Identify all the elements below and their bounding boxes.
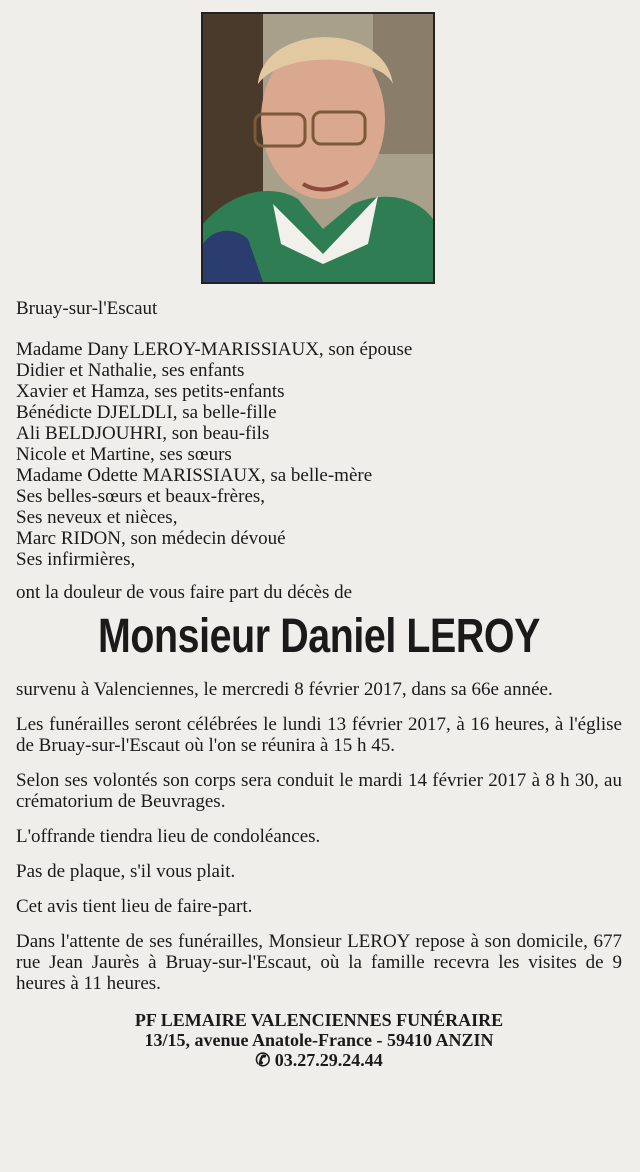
funeral-home-address: 13/15, avenue Anatole-France - 59410 ANZIN bbox=[144, 1030, 494, 1050]
family-member: Didier et Nathalie, ses enfants bbox=[16, 360, 245, 381]
family-member: Bénédicte DJELDLI, sa belle-fille bbox=[16, 402, 277, 423]
family-list bbox=[16, 339, 622, 570]
paragraph-visits: Dans l'attente de ses funérailles, Monsieur LEROY repose à son domicile, 677 rue Jean Jaurès à Bruay-sur-l'Escaut, où la famille recevra les visites de 9 heures à 11 heures. bbox=[16, 931, 622, 994]
deceased-name: Monsieur Daniel LEROY bbox=[98, 610, 540, 663]
paragraph-condolences: L'offrande tiendra lieu de condoléances. bbox=[16, 826, 321, 847]
family-member: Madame Odette MARISSIAUX, sa belle-mère bbox=[16, 465, 373, 486]
family-member: Ali BELDJOUHRI, son beau-fils bbox=[16, 423, 270, 444]
paragraph-plaque: Pas de plaque, s'il vous plait. bbox=[16, 861, 236, 882]
funeral-home-phone: ✆ 03.27.29.24.44 bbox=[255, 1050, 383, 1070]
family-member: Ses belles-sœurs et beaux-frères, bbox=[16, 486, 266, 507]
family-member: Ses neveux et nièces, bbox=[16, 507, 178, 528]
family-member: Ses infirmières, bbox=[16, 549, 136, 570]
portrait-illustration bbox=[203, 14, 433, 282]
paragraph-death: survenu à Valenciennes, le mercredi 8 février 2017, dans sa 66e année. bbox=[16, 679, 553, 700]
funeral-home-footer bbox=[16, 1010, 622, 1070]
paragraph-funeral: Les funérailles seront célébrées le lundi 13 février 2017, à 16 heures, à l'église de Bruay-sur-l'Escaut où l'on se réunira à 15 h 45. bbox=[16, 714, 622, 756]
location-heading: Bruay-sur-l'Escaut bbox=[16, 298, 158, 319]
paragraph-notice: Cet avis tient lieu de faire-part. bbox=[16, 896, 253, 917]
portrait-photo bbox=[201, 12, 435, 284]
funeral-home-name: PF LEMAIRE VALENCIENNES FUNÉRAIRE bbox=[134, 1010, 504, 1030]
announcement-line: ont la douleur de vous faire part du décès de bbox=[16, 582, 353, 603]
family-member: Marc RIDON, son médecin dévoué bbox=[16, 528, 286, 549]
family-member: Madame Dany LEROY-MARISSIAUX, son épouse bbox=[16, 339, 413, 360]
paragraph-cremation: Selon ses volontés son corps sera conduit le mardi 14 février 2017 à 8 h 30, au crématorium de Beuvrages. bbox=[16, 770, 622, 812]
family-member: Xavier et Hamza, ses petits-enfants bbox=[16, 381, 285, 402]
family-member: Nicole et Martine, ses sœurs bbox=[16, 444, 232, 465]
